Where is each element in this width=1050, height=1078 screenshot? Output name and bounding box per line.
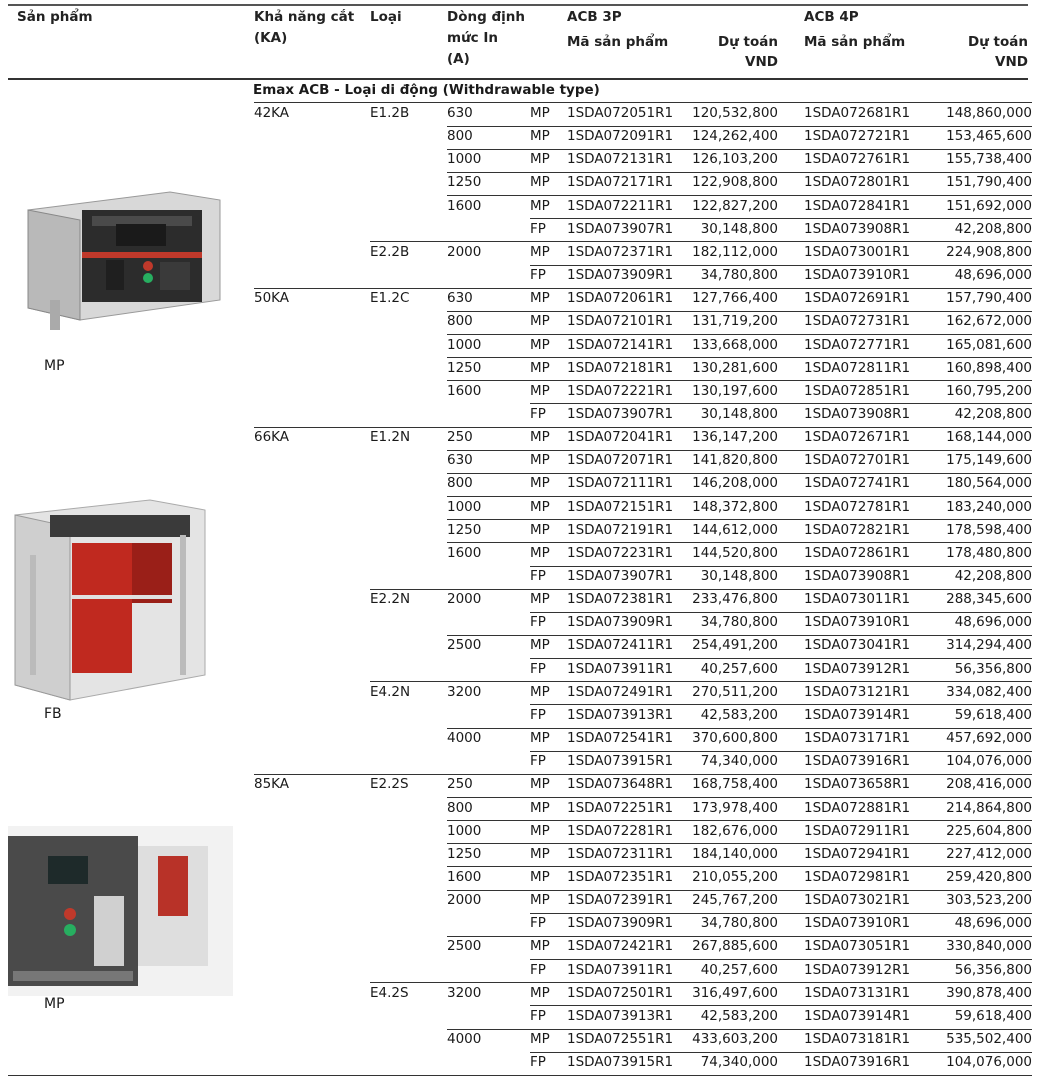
- cell-price4: 214,864,800: [946, 799, 1032, 816]
- cell-price3: 122,908,800: [692, 174, 778, 191]
- cell-price3: 270,511,200: [692, 683, 778, 700]
- cell-rated-current: 1600: [447, 868, 482, 885]
- cell-ka: 42KA: [254, 105, 290, 121]
- cell-code4: 1SDA072741R1: [804, 475, 911, 492]
- cell-code4: 1SDA072861R1: [804, 544, 911, 561]
- cell-price4: 208,416,000: [946, 776, 1032, 793]
- cell-price3: 34,780,800: [700, 614, 778, 631]
- cell-price4: 175,149,600: [946, 452, 1032, 469]
- cell-rated-current: 4000: [447, 730, 482, 747]
- cell-kind: FP: [530, 267, 546, 284]
- cell-price4: 48,696,000: [954, 614, 1032, 631]
- withdrawable-breaker-dark-image: [20, 180, 230, 340]
- cell-price4: 178,480,800: [946, 544, 1032, 561]
- cell-rated-current: 1000: [447, 151, 482, 168]
- cell-code3: 1SDA072251R1: [567, 799, 674, 816]
- cell-code4: 1SDA072671R1: [804, 429, 911, 446]
- cell-code3: 1SDA073909R1: [567, 267, 674, 284]
- cell-code3: 1SDA073911R1: [567, 961, 674, 978]
- cell-rated-current: 1250: [447, 174, 482, 191]
- cell-code3: 1SDA072191R1: [567, 521, 674, 538]
- cell-rated-current: 1000: [447, 336, 482, 353]
- cell-code3: 1SDA072411R1: [567, 637, 674, 654]
- cell-code3: 1SDA072311R1: [567, 845, 674, 862]
- cell-price4: 334,082,400: [946, 683, 1032, 700]
- cell-code4: 1SDA072691R1: [804, 290, 911, 307]
- cell-rated-current: 630: [447, 452, 473, 469]
- cell-price3: 42,583,200: [700, 1007, 778, 1024]
- cell-rated-current: 630: [447, 105, 473, 121]
- cell-code3: 1SDA072281R1: [567, 822, 674, 839]
- cell-kind: MP: [530, 128, 550, 145]
- cell-type: E1.2N: [370, 429, 411, 446]
- cell-code3: 1SDA073911R1: [567, 660, 674, 677]
- header-breaking-capacity-unit: (KA): [254, 30, 288, 46]
- cell-code3: 1SDA072151R1: [567, 498, 674, 515]
- cell-ka: 85KA: [254, 776, 290, 793]
- cell-price3: 182,112,000: [692, 243, 778, 260]
- cell-price3: 127,766,400: [692, 290, 778, 307]
- fixed-base-frame-image: [10, 495, 210, 705]
- cell-kind: MP: [530, 730, 550, 747]
- cell-rated-current: 800: [447, 475, 473, 492]
- cell-code4: 1SDA073916R1: [804, 753, 911, 770]
- cell-ka: 50KA: [254, 290, 290, 307]
- cell-rated-current: 2000: [447, 243, 482, 260]
- cell-code3: 1SDA072061R1: [567, 290, 674, 307]
- cell-rated-current: 2000: [447, 892, 482, 909]
- cell-price3: 182,676,000: [692, 822, 778, 839]
- cell-rated-current: 1600: [447, 382, 482, 399]
- cell-code4: 1SDA072821R1: [804, 521, 911, 538]
- cell-code3: 1SDA072231R1: [567, 544, 674, 561]
- cell-kind: MP: [530, 429, 550, 446]
- cell-code4: 1SDA073908R1: [804, 220, 911, 237]
- cell-kind: FP: [530, 915, 546, 932]
- cell-code4: 1SDA072941R1: [804, 845, 911, 862]
- cell-price3: 34,780,800: [700, 915, 778, 932]
- cell-kind: MP: [530, 197, 550, 214]
- cell-code4: 1SDA072851R1: [804, 382, 911, 399]
- cell-code4: 1SDA073001R1: [804, 243, 911, 260]
- header-code-3p: Mã sản phẩm: [567, 34, 669, 50]
- cell-kind: MP: [530, 105, 550, 121]
- cell-kind: MP: [530, 683, 550, 700]
- cell-kind: MP: [530, 591, 550, 608]
- cell-price4: 535,502,400: [946, 1031, 1032, 1047]
- cell-price3: 130,281,600: [692, 359, 778, 376]
- top-rule: [8, 4, 1028, 6]
- cell-kind: MP: [530, 336, 550, 353]
- cell-price4: 178,598,400: [946, 521, 1032, 538]
- cell-rated-current: 2500: [447, 637, 482, 654]
- cell-price4: 42,208,800: [954, 220, 1032, 237]
- cell-code4: 1SDA072811R1: [804, 359, 911, 376]
- cell-code4: 1SDA073171R1: [804, 730, 911, 747]
- cell-kind: MP: [530, 845, 550, 862]
- header-code-4p: Mã sản phẩm: [804, 34, 906, 50]
- cell-code4: 1SDA073910R1: [804, 267, 911, 284]
- cell-code3: 1SDA072111R1: [567, 475, 674, 492]
- cell-code3: 1SDA072091R1: [567, 128, 674, 145]
- header-acb4p: ACB 4P: [804, 9, 859, 25]
- cell-code3: 1SDA072351R1: [567, 868, 674, 885]
- image-caption-1: MP: [44, 358, 65, 374]
- cell-code4: 1SDA073011R1: [804, 591, 911, 608]
- cell-price4: 303,523,200: [946, 892, 1032, 909]
- cell-code4: 1SDA073131R1: [804, 984, 911, 1001]
- cell-rated-current: 1250: [447, 521, 482, 538]
- cell-code3: 1SDA072101R1: [567, 313, 674, 330]
- cell-price4: 151,692,000: [946, 197, 1032, 214]
- cell-code4: 1SDA073914R1: [804, 1007, 911, 1024]
- cell-kind: MP: [530, 984, 550, 1001]
- table-bottom-rule: [8, 1075, 1032, 1076]
- header-breaking-capacity: Khả năng cắt: [254, 9, 355, 25]
- cell-price4: 330,840,000: [946, 938, 1032, 955]
- cell-price3: 124,262,400: [692, 128, 778, 145]
- cell-type: E4.2S: [370, 984, 409, 1001]
- cell-price3: 131,719,200: [692, 313, 778, 330]
- cell-price3: 40,257,600: [700, 961, 778, 978]
- cell-kind: FP: [530, 660, 546, 677]
- cell-code4: 1SDA073181R1: [804, 1031, 911, 1047]
- cell-price3: 130,197,600: [692, 382, 778, 399]
- cell-code3: 1SDA072051R1: [567, 105, 674, 121]
- cell-code4: 1SDA072781R1: [804, 498, 911, 515]
- cell-rated-current: 800: [447, 799, 473, 816]
- cell-kind: MP: [530, 290, 550, 307]
- cell-price4: 288,345,600: [946, 591, 1032, 608]
- cell-type: E2.2B: [370, 243, 410, 260]
- cell-kind: FP: [530, 753, 546, 770]
- cell-price4: 160,898,400: [946, 359, 1032, 376]
- cell-code4: 1SDA073908R1: [804, 568, 911, 584]
- cell-rated-current: 2500: [447, 938, 482, 955]
- cell-price3: 267,885,600: [692, 938, 778, 955]
- cell-rated-current: 250: [447, 429, 473, 446]
- cell-code4: 1SDA072841R1: [804, 197, 911, 214]
- cell-price3: 133,668,000: [692, 336, 778, 353]
- cell-rated-current: 2000: [447, 591, 482, 608]
- cell-code4: 1SDA073910R1: [804, 915, 911, 932]
- cell-price4: 59,618,400: [954, 706, 1032, 723]
- cell-rated-current: 1000: [447, 498, 482, 515]
- cell-code3: 1SDA072551R1: [567, 1031, 674, 1047]
- cell-price3: 168,758,400: [692, 776, 778, 793]
- header-price-3p-2: VND: [745, 54, 778, 70]
- cell-code4: 1SDA073051R1: [804, 938, 911, 955]
- cell-rated-current: 1600: [447, 197, 482, 214]
- cell-kind: FP: [530, 1007, 546, 1024]
- cell-kind: FP: [530, 220, 546, 237]
- cell-price3: 433,603,200: [692, 1031, 778, 1047]
- cell-price4: 160,795,200: [946, 382, 1032, 399]
- cell-type: E4.2N: [370, 683, 411, 700]
- cell-price4: 148,860,000: [946, 105, 1032, 121]
- cell-kind: MP: [530, 174, 550, 191]
- cell-kind: MP: [530, 544, 550, 561]
- image-caption-3: MP: [44, 996, 65, 1012]
- cell-price3: 74,340,000: [700, 753, 778, 770]
- cell-rated-current: 4000: [447, 1031, 482, 1047]
- cell-kind: FP: [530, 614, 546, 631]
- cell-kind: MP: [530, 313, 550, 330]
- cell-price3: 173,978,400: [692, 799, 778, 816]
- cell-rated-current: 3200: [447, 683, 482, 700]
- cell-code3: 1SDA072041R1: [567, 429, 674, 446]
- cell-ka: 66KA: [254, 429, 290, 446]
- cell-code3: 1SDA073915R1: [567, 1054, 674, 1071]
- cell-kind: MP: [530, 521, 550, 538]
- cell-code3: 1SDA073907R1: [567, 405, 674, 422]
- cell-code3: 1SDA072391R1: [567, 892, 674, 909]
- cell-kind: MP: [530, 637, 550, 654]
- cell-price4: 183,240,000: [946, 498, 1032, 515]
- cell-price4: 162,672,000: [946, 313, 1032, 330]
- cell-price4: 104,076,000: [946, 1054, 1032, 1071]
- cell-price4: 104,076,000: [946, 753, 1032, 770]
- cell-price4: 180,564,000: [946, 475, 1032, 492]
- cell-code3: 1SDA073913R1: [567, 1007, 674, 1024]
- cell-price4: 59,618,400: [954, 1007, 1032, 1024]
- cell-code4: 1SDA072911R1: [804, 822, 911, 839]
- cell-code3: 1SDA072141R1: [567, 336, 674, 353]
- cell-code4: 1SDA073021R1: [804, 892, 911, 909]
- cell-type: E1.2B: [370, 105, 410, 121]
- cell-code3: 1SDA072541R1: [567, 730, 674, 747]
- cell-kind: FP: [530, 405, 546, 422]
- cell-price4: 42,208,800: [954, 405, 1032, 422]
- cell-price3: 148,372,800: [692, 498, 778, 515]
- cell-price3: 254,491,200: [692, 637, 778, 654]
- cell-code3: 1SDA072171R1: [567, 174, 674, 191]
- cell-kind: FP: [530, 568, 546, 584]
- cell-price4: 56,356,800: [954, 961, 1032, 978]
- cell-code3: 1SDA073913R1: [567, 706, 674, 723]
- cell-price3: 233,476,800: [692, 591, 778, 608]
- cell-kind: MP: [530, 938, 550, 955]
- cell-price4: 390,878,400: [946, 984, 1032, 1001]
- cell-price3: 210,055,200: [692, 868, 778, 885]
- cell-kind: MP: [530, 475, 550, 492]
- cell-price3: 40,257,600: [700, 660, 778, 677]
- cell-code3: 1SDA073909R1: [567, 915, 674, 932]
- cell-kind: MP: [530, 868, 550, 885]
- cell-kind: FP: [530, 961, 546, 978]
- cell-type: E2.2S: [370, 776, 409, 793]
- cell-rated-current: 1000: [447, 822, 482, 839]
- cell-code4: 1SDA072681R1: [804, 105, 911, 121]
- header-price-4p-1: Dự toán: [968, 34, 1028, 50]
- header-rated-current-1: Dòng định: [447, 9, 525, 25]
- header-price-3p-1: Dự toán: [718, 34, 778, 50]
- cell-price3: 144,612,000: [692, 521, 778, 538]
- cell-rated-current: 250: [447, 776, 473, 793]
- cell-kind: MP: [530, 151, 550, 168]
- cell-price4: 48,696,000: [954, 915, 1032, 932]
- cell-kind: MP: [530, 382, 550, 399]
- header-rated-current-2: mức In: [447, 30, 499, 46]
- header-product: Sản phẩm: [17, 9, 93, 25]
- cell-kind: MP: [530, 892, 550, 909]
- cell-price4: 225,604,800: [946, 822, 1032, 839]
- cell-price4: 224,908,800: [946, 243, 1032, 260]
- cell-price4: 314,294,400: [946, 637, 1032, 654]
- cell-price3: 141,820,800: [692, 452, 778, 469]
- cell-price3: 316,497,600: [692, 984, 778, 1001]
- cell-code3: 1SDA072501R1: [567, 984, 674, 1001]
- cell-code4: 1SDA073912R1: [804, 660, 911, 677]
- cell-code3: 1SDA072181R1: [567, 359, 674, 376]
- cell-price4: 259,420,800: [946, 868, 1032, 885]
- header-rated-current-3: (A): [447, 51, 470, 67]
- cell-price4: 165,081,600: [946, 336, 1032, 353]
- cell-kind: MP: [530, 452, 550, 469]
- cell-code4: 1SDA072731R1: [804, 313, 911, 330]
- cell-code3: 1SDA072211R1: [567, 197, 674, 214]
- cell-code4: 1SDA072721R1: [804, 128, 911, 145]
- cell-code4: 1SDA073908R1: [804, 405, 911, 422]
- cell-price3: 370,600,800: [692, 730, 778, 747]
- cell-type: E1.2C: [370, 290, 410, 307]
- cell-kind: FP: [530, 706, 546, 723]
- cell-kind: MP: [530, 243, 550, 260]
- cell-price3: 126,103,200: [692, 151, 778, 168]
- cell-code4: 1SDA072761R1: [804, 151, 911, 168]
- cell-code3: 1SDA073907R1: [567, 220, 674, 237]
- cell-price3: 30,148,800: [700, 220, 778, 237]
- cell-kind: MP: [530, 359, 550, 376]
- cell-kind: MP: [530, 1031, 550, 1047]
- cell-price3: 42,583,200: [700, 706, 778, 723]
- cell-price4: 151,790,400: [946, 174, 1032, 191]
- cell-code3: 1SDA072371R1: [567, 243, 674, 260]
- cell-code3: 1SDA072491R1: [567, 683, 674, 700]
- cell-kind: MP: [530, 822, 550, 839]
- cell-code3: 1SDA073915R1: [567, 753, 674, 770]
- cell-price4: 168,144,000: [946, 429, 1032, 446]
- cell-code4: 1SDA073914R1: [804, 706, 911, 723]
- section-title: Emax ACB - Loại di động (Withdrawable type): [253, 82, 600, 98]
- cell-price3: 34,780,800: [700, 267, 778, 284]
- cell-price3: 245,767,200: [692, 892, 778, 909]
- cell-price4: 42,208,800: [954, 568, 1032, 584]
- cell-price4: 457,692,000: [946, 730, 1032, 747]
- cell-kind: MP: [530, 776, 550, 793]
- cell-price4: 153,465,600: [946, 128, 1032, 145]
- header-type: Loại: [370, 9, 402, 25]
- cell-price4: 56,356,800: [954, 660, 1032, 677]
- cell-code3: 1SDA072381R1: [567, 591, 674, 608]
- cell-kind: MP: [530, 799, 550, 816]
- cell-price4: 155,738,400: [946, 151, 1032, 168]
- cell-code3: 1SDA072071R1: [567, 452, 674, 469]
- cell-code4: 1SDA072701R1: [804, 452, 911, 469]
- image-caption-2: FB: [44, 706, 62, 722]
- cell-code4: 1SDA072981R1: [804, 868, 911, 885]
- cell-price3: 184,140,000: [692, 845, 778, 862]
- cell-price3: 136,147,200: [692, 429, 778, 446]
- cell-code4: 1SDA073121R1: [804, 683, 911, 700]
- cell-code3: 1SDA073907R1: [567, 568, 674, 584]
- cell-code4: 1SDA073910R1: [804, 614, 911, 631]
- cell-price3: 146,208,000: [692, 475, 778, 492]
- header-acb3p: ACB 3P: [567, 9, 622, 25]
- cell-code4: 1SDA073912R1: [804, 961, 911, 978]
- section-divider: [254, 102, 1032, 103]
- withdrawable-breaker-closeup-image: [8, 826, 233, 996]
- cell-code4: 1SDA073916R1: [804, 1054, 911, 1071]
- cell-rated-current: 800: [447, 313, 473, 330]
- cell-price4: 48,696,000: [954, 267, 1032, 284]
- cell-code4: 1SDA072801R1: [804, 174, 911, 191]
- cell-rated-current: 1250: [447, 359, 482, 376]
- cell-code3: 1SDA072221R1: [567, 382, 674, 399]
- cell-type: E2.2N: [370, 591, 411, 608]
- header-price-4p-2: VND: [995, 54, 1028, 70]
- cell-price4: 227,412,000: [946, 845, 1032, 862]
- cell-rated-current: 800: [447, 128, 473, 145]
- cell-price3: 122,827,200: [692, 197, 778, 214]
- cell-rated-current: 1600: [447, 544, 482, 561]
- cell-code3: 1SDA072421R1: [567, 938, 674, 955]
- cell-rated-current: 1250: [447, 845, 482, 862]
- cell-code3: 1SDA073648R1: [567, 776, 674, 793]
- cell-price4: 157,790,400: [946, 290, 1032, 307]
- cell-code3: 1SDA072131R1: [567, 151, 674, 168]
- cell-code4: 1SDA073658R1: [804, 776, 911, 793]
- cell-price3: 144,520,800: [692, 544, 778, 561]
- cell-code4: 1SDA072881R1: [804, 799, 911, 816]
- cell-price3: 74,340,000: [700, 1054, 778, 1071]
- cell-code4: 1SDA072771R1: [804, 336, 911, 353]
- cell-kind: MP: [530, 498, 550, 515]
- cell-rated-current: 630: [447, 290, 473, 307]
- cell-price3: 30,148,800: [700, 405, 778, 422]
- cell-price3: 120,532,800: [692, 105, 778, 121]
- cell-code4: 1SDA073041R1: [804, 637, 911, 654]
- cell-code3: 1SDA073909R1: [567, 614, 674, 631]
- cell-price3: 30,148,800: [700, 568, 778, 584]
- cell-rated-current: 3200: [447, 984, 482, 1001]
- cell-kind: FP: [530, 1054, 546, 1071]
